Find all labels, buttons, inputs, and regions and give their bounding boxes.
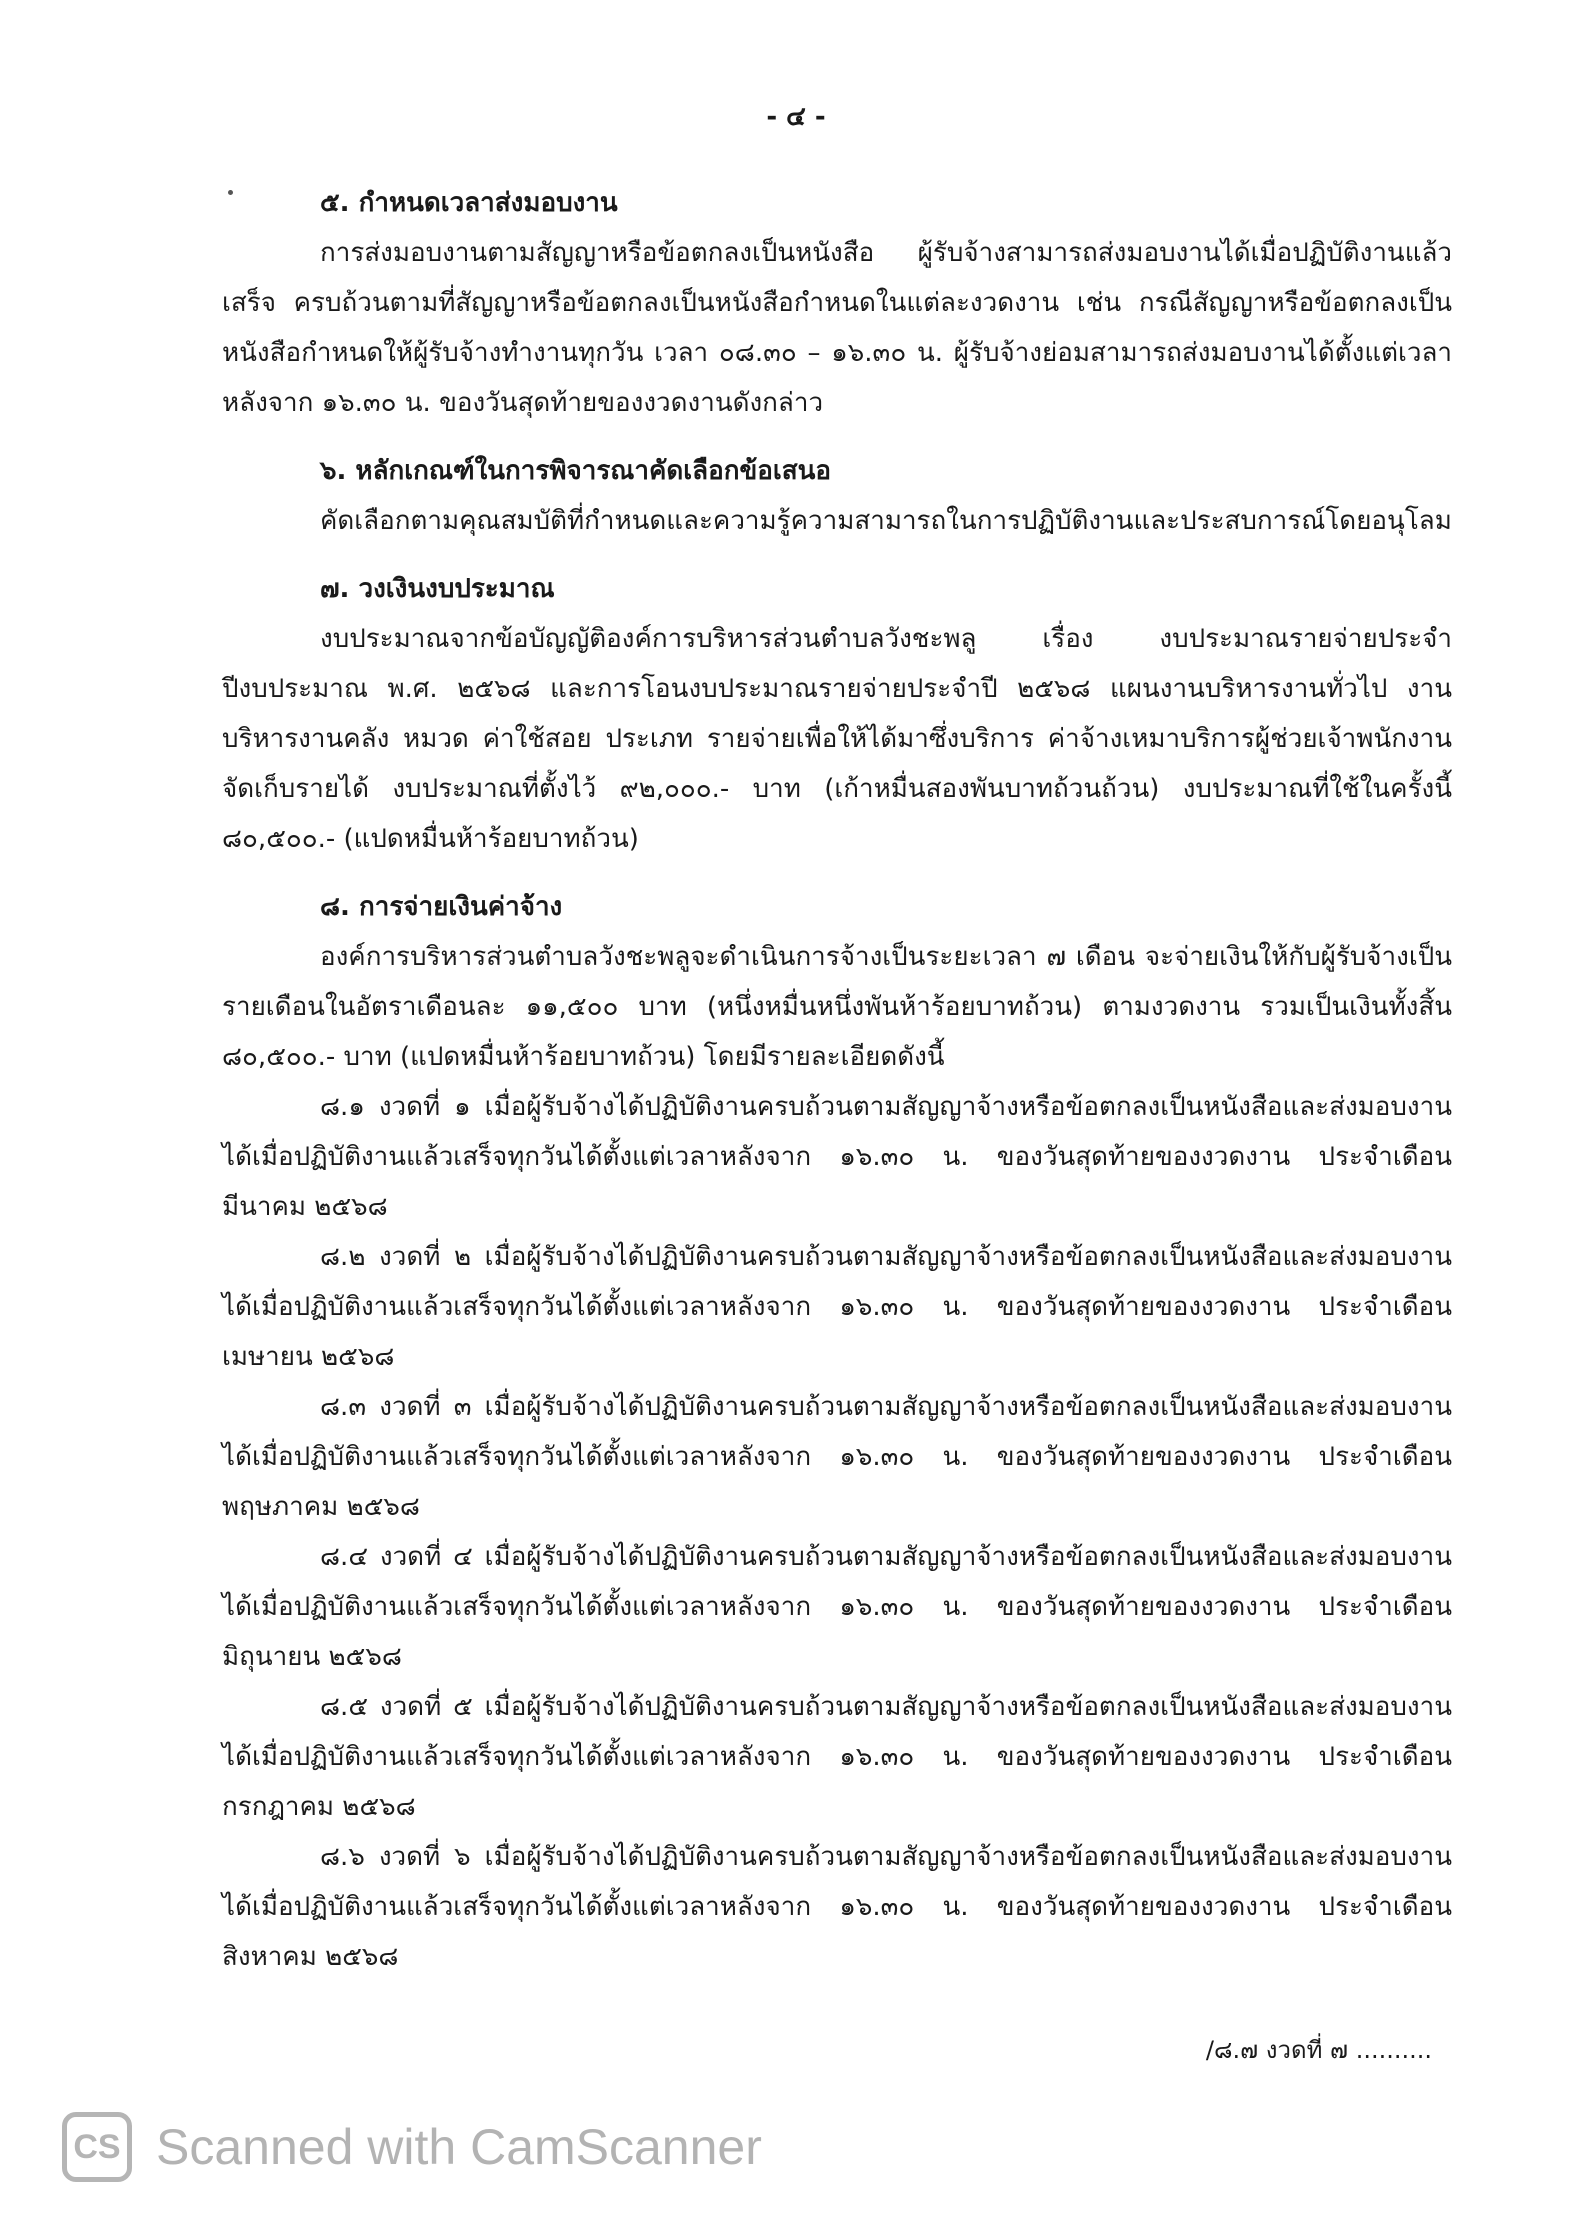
installment-8-3: ๘.๓ งวดที่ ๓ เมื่อผู้รับจ้างได้ปฏิบัติงานครบถ้วนตามสัญญาจ้างหรือข้อตกลงเป็นหนังสือและส่งมอบงานได้เมื่อปฏิบัติงานแล้วเสร็จทุกวันได้ตั้งแต่เวลาหลังจาก ๑๖.๓๐ น. ของวันสุดท้ายของงวดงาน ประจำเดือนพฤษภาคม ๒๕๖๘ (222, 1392, 1452, 1522)
section-6-body: คัดเลือกตามคุณสมบัติที่กำหนดและความรู้ความสามารถในการปฏิบัติงานและประสบการณ์โดยอนุโลม (320, 506, 1452, 536)
installment-8-6: ๘.๖ งวดที่ ๖ เมื่อผู้รับจ้างได้ปฏิบัติงานครบถ้วนตามสัญญาจ้างหรือข้อตกลงเป็นหนังสือและส่งมอบงานได้เมื่อปฏิบัติงานแล้วเสร็จทุกวันได้ตั้งแต่เวลาหลังจาก ๑๖.๓๐ น. ของวันสุดท้ายของงวดงาน ประจำเดือนสิงหาคม ๒๕๖๘ (222, 1842, 1452, 1972)
camscanner-watermark (62, 2112, 762, 2182)
installment-8-2: ๘.๒ งวดที่ ๒ เมื่อผู้รับจ้างได้ปฏิบัติงานครบถ้วนตามสัญญาจ้างหรือข้อตกลงเป็นหนังสือและส่งมอบงานได้เมื่อปฏิบัติงานแล้วเสร็จทุกวันได้ตั้งแต่เวลาหลังจาก ๑๖.๓๐ น. ของวันสุดท้ายของงวดงาน ประจำเดือนเมษายน ๒๕๖๘ (222, 1242, 1452, 1372)
camscanner-logo-icon: CS (62, 2112, 132, 2182)
page-number: - ๔ - (766, 102, 826, 132)
camscanner-text: Scanned with CamScanner (156, 2119, 762, 2175)
installment-8-4: ๘.๔ งวดที่ ๔ เมื่อผู้รับจ้างได้ปฏิบัติงานครบถ้วนตามสัญญาจ้างหรือข้อตกลงเป็นหนังสือและส่งมอบงานได้เมื่อปฏิบัติงานแล้วเสร็จทุกวันได้ตั้งแต่เวลาหลังจาก ๑๖.๓๐ น. ของวันสุดท้ายของงวดงาน ประจำเดือนมิถุนายน ๒๕๖๘ (222, 1542, 1452, 1672)
section-5-body: การส่งมอบงานตามสัญญาหรือข้อตกลงเป็นหนังสือ ผู้รับจ้างสามารถส่งมอบงานได้เมื่อปฏิบัติงานแล้วเสร็จ ครบถ้วนตามที่สัญญาหรือข้อตกลงเป็นหนังสือกำหนดในแต่ละงวดงาน เช่น กรณีสัญญาหรือข้อตกลงเป็นหนังสือกำหนดให้ผู้รับจ้างทำงานทุกวัน เวลา ๐๘.๓๐ – ๑๖.๓๐ น. ผู้รับจ้างย่อมสามารถส่งมอบงานได้ตั้งแต่เวลาหลังจาก ๑๖.๓๐ น. ของวันสุดท้ายของงวดงานดังกล่าว (222, 238, 1452, 418)
section-6-title: ๖. หลักเกณฑ์ในการพิจารณาคัดเลือกข้อเสนอ (320, 456, 831, 486)
section-7-body: งบประมาณจากข้อบัญญัติองค์การบริหารส่วนตำบลวังชะพลู เรื่อง งบประมาณรายจ่ายประจำปีงบประมาณ พ.ศ. ๒๕๖๘ และการโอนงบประมาณรายจ่ายประจำปี ๒๕๖๘ แผนงานบริหารงานทั่วไป งานบริหารงานคลัง หมวด ค่าใช้สอย ประเภท รายจ่ายเพื่อให้ได้มาซึ่งบริการ ค่าจ้างเหมาบริการผู้ช่วยเจ้าพนักงานจัดเก็บรายได้ งบประมาณที่ตั้งไว้ ๙๒,๐๐๐.- บาท (เก้าหมื่นสองพันบาทถ้วนถ้วน) งบประมาณที่ใช้ในครั้งนี้ ๘๐,๕๐๐.- (แปดหมื่นห้าร้อยบาทถ้วน) (222, 624, 1452, 854)
section-5-title: ๕. กำหนดเวลาส่งมอบงาน (320, 188, 618, 218)
document-body (222, 178, 1452, 1982)
section-8-title: ๘. การจ่ายเงินค่าจ้าง (320, 892, 563, 922)
installment-8-1: ๘.๑ งวดที่ ๑ เมื่อผู้รับจ้างได้ปฏิบัติงานครบถ้วนตามสัญญาจ้างหรือข้อตกลงเป็นหนังสือและส่งมอบงานได้เมื่อปฏิบัติงานแล้วเสร็จทุกวันได้ตั้งแต่เวลาหลังจาก ๑๖.๓๐ น. ของวันสุดท้ายของงวดงาน ประจำเดือนมีนาคม ๒๕๖๘ (222, 1092, 1452, 1222)
continuation-ref: /๘.๗ งวดที่ ๗ .......... (1205, 2036, 1432, 2064)
section-8-body: องค์การบริหารส่วนตำบลวังชะพลูจะดำเนินการจ้างเป็นระยะเวลา ๗ เดือน จะจ่ายเงินให้กับผู้รับจ้างเป็นรายเดือนในอัตราเดือนละ ๑๑,๕๐๐ บาท (หนึ่งหมื่นหนึ่งพันห้าร้อยบาทถ้วน) ตามงวดงาน รวมเป็นเงินทั้งสิ้น ๘๐,๕๐๐.- บาท (แปดหมื่นห้าร้อยบาทถ้วน) โดยมีรายละเอียดดังนี้ (222, 942, 1452, 1072)
installment-8-5: ๘.๕ งวดที่ ๕ เมื่อผู้รับจ้างได้ปฏิบัติงานครบถ้วนตามสัญญาจ้างหรือข้อตกลงเป็นหนังสือและส่งมอบงานได้เมื่อปฏิบัติงานแล้วเสร็จทุกวันได้ตั้งแต่เวลาหลังจาก ๑๖.๓๐ น. ของวันสุดท้ายของงวดงาน ประจำเดือนกรกฎาคม ๒๕๖๘ (222, 1692, 1452, 1822)
section-7-title: ๗. วงเงินงบประมาณ (320, 574, 555, 604)
